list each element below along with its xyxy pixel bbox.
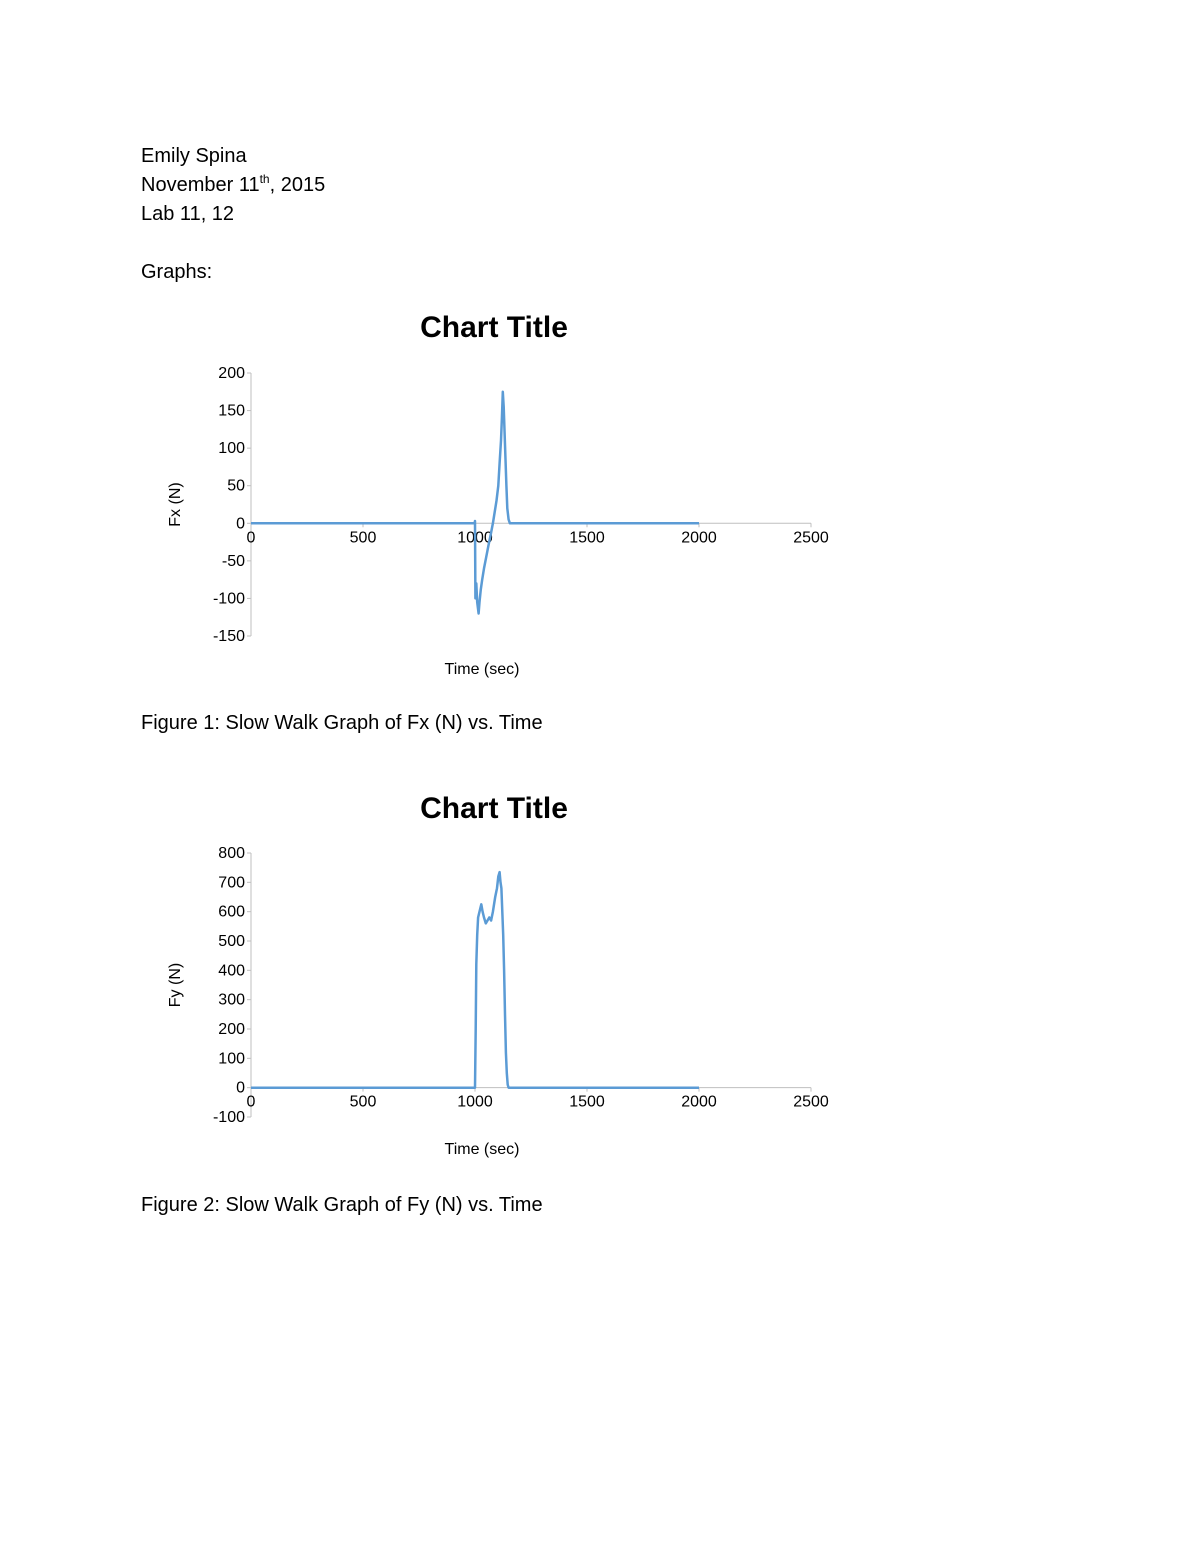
fx-y-tick-label: 100	[218, 440, 245, 458]
fx-chart-svg	[160, 300, 850, 690]
fx-x-tick-label: 1500	[569, 529, 605, 547]
fx-y-tick-label: 0	[236, 515, 245, 533]
fy-x-tick-label: 500	[349, 1093, 377, 1111]
fy-series-line	[251, 872, 699, 1088]
fy-y-tick-label: 300	[218, 991, 245, 1009]
fx-chart	[160, 300, 850, 690]
fx-y-tick-label: -150	[212, 628, 245, 645]
fy-y-tick-label: 200	[218, 1021, 245, 1038]
fy-y-tick-label: 600	[218, 903, 245, 921]
figure-1-caption: Figure 1: Slow Walk Graph of Fx (N) vs. Time	[141, 712, 543, 734]
fy-y-axis-title: Fy (N)	[167, 962, 184, 1008]
fy-y-tick-label: 500	[218, 933, 245, 950]
fx-y-tick-label: -100	[212, 590, 245, 608]
fx-x-tick-label: 1000	[457, 529, 493, 547]
fx-x-axis-title: Time (sec)	[444, 661, 520, 678]
graphs-heading: Graphs:	[141, 261, 213, 283]
fx-y-tick-label: -50	[221, 552, 245, 570]
fx-y-tick-label: 150	[218, 402, 245, 420]
fy-x-tick-label: 2000	[681, 1093, 717, 1111]
figure-2-caption: Figure 2: Slow Walk Graph of Fy (N) vs. Time	[141, 1194, 543, 1216]
fy-x-tick-label: 1000	[457, 1093, 493, 1111]
author-name: Emily Spina	[141, 145, 247, 167]
fx-x-tick-label: 2000	[681, 529, 717, 547]
fy-chart-svg	[160, 780, 850, 1170]
date-superscript: th	[259, 172, 270, 186]
fy-chart	[160, 780, 850, 1170]
fy-y-tick-label: 400	[218, 962, 245, 980]
fy-x-tick-label: 0	[246, 1093, 256, 1111]
fx-x-tick-label: 2500	[793, 529, 829, 547]
lab-label: Lab 11, 12	[141, 203, 235, 225]
fy-y-tick-label: 0	[236, 1079, 245, 1097]
fy-x-tick-label: 2500	[793, 1093, 829, 1111]
fy-y-tick-label: 100	[218, 1050, 245, 1068]
fx-x-tick-label: 0	[246, 529, 256, 547]
date-suffix: , 2015	[269, 174, 326, 196]
fx-x-tick-label: 500	[349, 529, 377, 547]
fx-y-axis-title: Fx (N)	[167, 482, 184, 527]
fx-y-tick-label: 50	[227, 477, 245, 495]
fx-y-tick-label: 200	[218, 365, 245, 382]
fy-y-tick-label: 800	[218, 845, 245, 862]
fy-chart-title: Chart Title	[420, 792, 568, 825]
date-prefix: November 11	[141, 174, 260, 196]
fy-y-tick-label: 700	[218, 874, 245, 892]
date-line	[141, 173, 325, 197]
fx-series-line	[251, 392, 699, 614]
fx-chart-title: Chart Title	[420, 311, 568, 344]
fy-y-tick-label: -100	[212, 1109, 245, 1126]
fy-x-tick-label: 1500	[569, 1093, 605, 1111]
fy-x-axis-title: Time (sec)	[444, 1141, 520, 1158]
